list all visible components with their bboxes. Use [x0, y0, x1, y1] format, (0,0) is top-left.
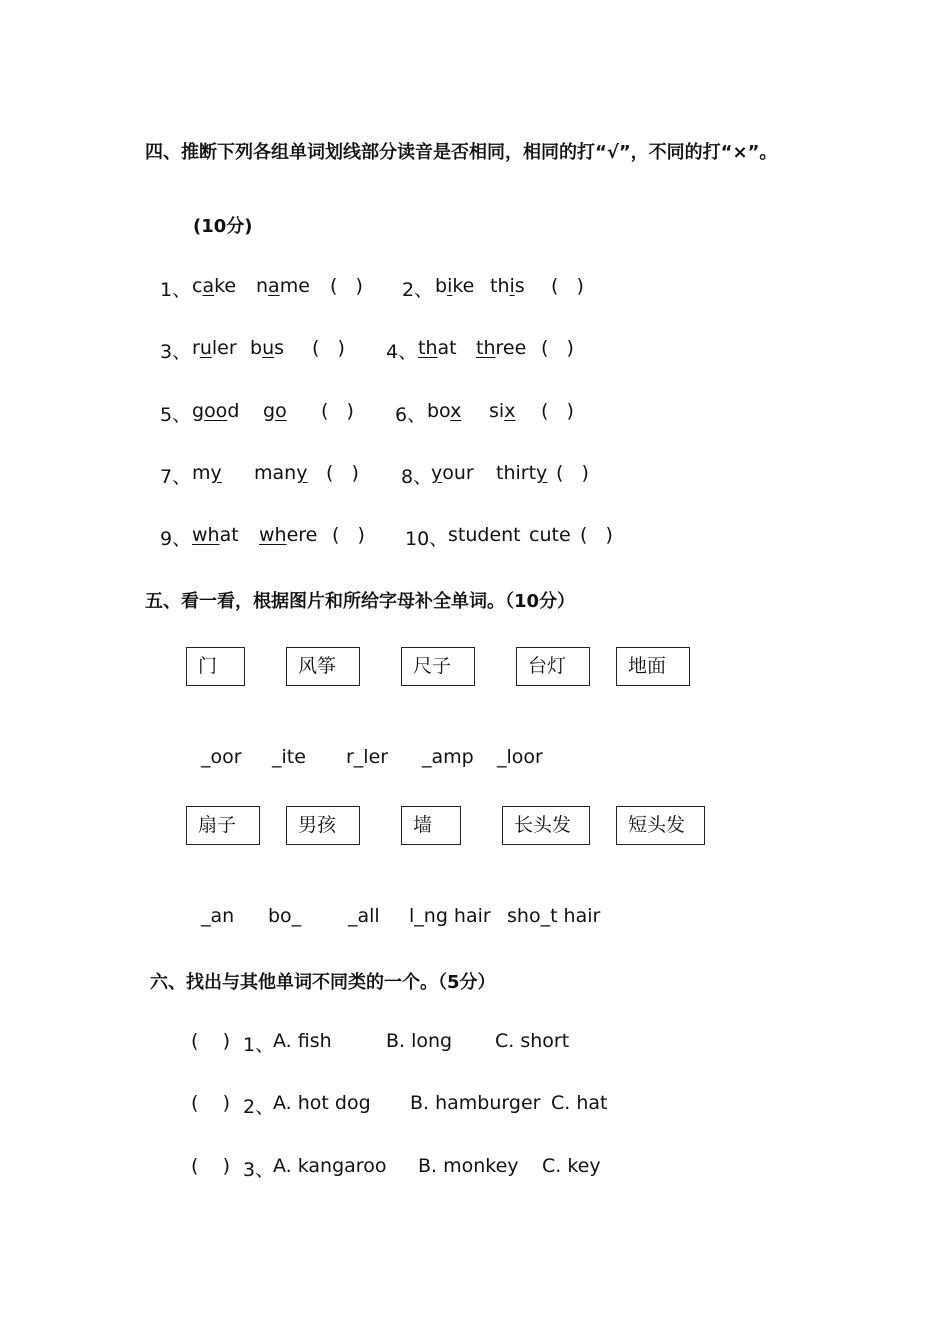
- underlined-part: wh: [192, 524, 220, 546]
- fill-in-word: _all: [348, 905, 380, 927]
- word-pair-word: [476, 337, 526, 359]
- word-part: m: [192, 462, 211, 484]
- answer-blank: ( ): [191, 1030, 230, 1052]
- answer-blank: ( ): [541, 400, 574, 422]
- underlined-part: oo: [204, 400, 228, 422]
- item-number: 6、: [395, 404, 427, 426]
- answer-blank: ( ): [580, 524, 613, 546]
- word-part: student: [448, 524, 521, 546]
- picture-box: 长头发: [502, 806, 590, 845]
- word-pair-word: [489, 400, 515, 422]
- word-part: b: [435, 275, 448, 297]
- option-b: B. monkey: [418, 1155, 519, 1177]
- underlined-part: a: [268, 275, 280, 297]
- fill-in-word: l_ng hair: [409, 905, 491, 927]
- picture-box: 男孩: [286, 806, 360, 845]
- option-b: B. hamburger: [410, 1092, 541, 1114]
- picture-box: 台灯: [516, 647, 590, 686]
- word-pair-word: [250, 337, 284, 359]
- word-pair-word: [192, 275, 236, 297]
- picture-box: 地面: [616, 647, 690, 686]
- underlined-part: i: [509, 275, 515, 297]
- answer-blank: ( ): [330, 275, 363, 297]
- underlined-part: y: [210, 462, 222, 484]
- word-pair-word: [431, 462, 474, 484]
- picture-box: 扇子: [186, 806, 260, 845]
- word-pair-word: [192, 524, 239, 546]
- option-c: C. hat: [551, 1092, 608, 1114]
- answer-blank: ( ): [321, 400, 354, 422]
- item-number: 2、: [402, 279, 434, 301]
- word-part: our: [442, 462, 474, 484]
- fill-in-word: r_ler: [346, 746, 389, 768]
- word-part: g: [263, 400, 276, 422]
- word-part: me: [279, 275, 310, 297]
- word-part: cute: [529, 524, 571, 546]
- fill-in-word: _ite: [272, 746, 306, 768]
- item-number: 10、: [405, 528, 449, 550]
- underlined-part: a: [202, 275, 215, 297]
- word-pair-word: [192, 337, 237, 359]
- word-part: ler: [211, 337, 237, 359]
- word-part: ke: [452, 275, 475, 297]
- word-part: n: [256, 275, 269, 297]
- fill-in-word: _amp: [422, 746, 474, 768]
- word-part: at: [437, 337, 457, 359]
- item-number: 7、: [160, 466, 192, 488]
- word-pair-word: [529, 524, 571, 546]
- option-a: A. hot dog: [273, 1092, 371, 1114]
- option-c: C. key: [542, 1155, 601, 1177]
- word-part: r: [192, 337, 200, 359]
- underlined-part: x: [450, 400, 462, 422]
- item-number: 4、: [386, 341, 418, 363]
- picture-box: 风筝: [286, 647, 360, 686]
- fill-in-word: _an: [201, 905, 235, 927]
- fill-in-word: _oor: [201, 746, 242, 768]
- word-pair-word: [418, 337, 457, 359]
- item-number: 1、: [243, 1034, 275, 1056]
- answer-blank: ( ): [312, 337, 345, 359]
- word-pair-word: [448, 524, 521, 546]
- item-number: 2、: [243, 1096, 275, 1118]
- underlined-part: x: [504, 400, 516, 422]
- word-part: ke: [214, 275, 237, 297]
- option-b: B. long: [386, 1030, 453, 1052]
- underlined-part: wh: [259, 524, 287, 546]
- fill-in-word: _loor: [497, 746, 543, 768]
- underlined-part: i: [447, 275, 453, 297]
- picture-box: 墙: [401, 806, 461, 845]
- underlined-part: u: [199, 337, 212, 359]
- answer-blank: ( ): [191, 1155, 230, 1177]
- answer-blank: ( ): [556, 462, 589, 484]
- item-number: 9、: [160, 528, 192, 550]
- word-pair-word: [263, 400, 287, 422]
- section-4-title: 四、推断下列各组单词划线部分读音是否相同，相同的打“√”，不同的打“×”。: [145, 142, 778, 163]
- answer-blank: ( ): [551, 275, 584, 297]
- word-part: man: [254, 462, 297, 484]
- picture-box: 尺子: [401, 647, 475, 686]
- word-part: s: [514, 275, 525, 297]
- word-pair-word: [435, 275, 474, 297]
- item-number: 3、: [160, 341, 192, 363]
- underlined-part: o: [275, 400, 287, 422]
- underlined-part: y: [536, 462, 548, 484]
- word-part: d: [227, 400, 240, 422]
- word-pair-word: [427, 400, 461, 422]
- underlined-part: y: [431, 462, 443, 484]
- word-pair-word: [192, 462, 222, 484]
- section-6-title: 六、找出与其他单词不同类的一个。（5分）: [150, 972, 496, 993]
- fill-in-word: bo_: [268, 905, 302, 927]
- word-part: ree: [495, 337, 527, 359]
- answer-blank: ( ): [541, 337, 574, 359]
- word-part: g: [192, 400, 205, 422]
- underlined-part: u: [262, 337, 275, 359]
- section-4-score: (10分): [193, 216, 253, 237]
- option-a: A. kangaroo: [273, 1155, 387, 1177]
- underlined-part: th: [476, 337, 496, 359]
- word-part: th: [490, 275, 510, 297]
- underlined-part: y: [296, 462, 308, 484]
- picture-box: 门: [186, 647, 245, 686]
- word-pair-word: [259, 524, 317, 546]
- word-pair-word: [192, 400, 239, 422]
- word-part: at: [219, 524, 239, 546]
- word-part: c: [192, 275, 203, 297]
- word-pair-word: [490, 275, 525, 297]
- item-number: 3、: [243, 1159, 275, 1181]
- word-part: thirt: [496, 462, 537, 484]
- item-number: 8、: [401, 466, 433, 488]
- answer-blank: ( ): [326, 462, 359, 484]
- underlined-part: th: [418, 337, 438, 359]
- word-part: si: [489, 400, 505, 422]
- item-number: 1、: [160, 279, 192, 301]
- option-a: A. fish: [273, 1030, 332, 1052]
- word-part: bo: [427, 400, 451, 422]
- section-5-title: 五、看一看，根据图片和所给字母补全单词。（10分）: [145, 591, 576, 612]
- word-part: ere: [286, 524, 318, 546]
- option-c: C. short: [495, 1030, 570, 1052]
- answer-blank: ( ): [191, 1092, 230, 1114]
- word-pair-word: [496, 462, 547, 484]
- picture-box: 短头发: [616, 806, 705, 845]
- word-part: b: [250, 337, 263, 359]
- word-pair-word: [256, 275, 310, 297]
- answer-blank: ( ): [332, 524, 365, 546]
- item-number: 5、: [160, 404, 192, 426]
- fill-in-word: sho_t hair: [507, 905, 601, 927]
- word-part: s: [274, 337, 285, 359]
- word-pair-word: [254, 462, 307, 484]
